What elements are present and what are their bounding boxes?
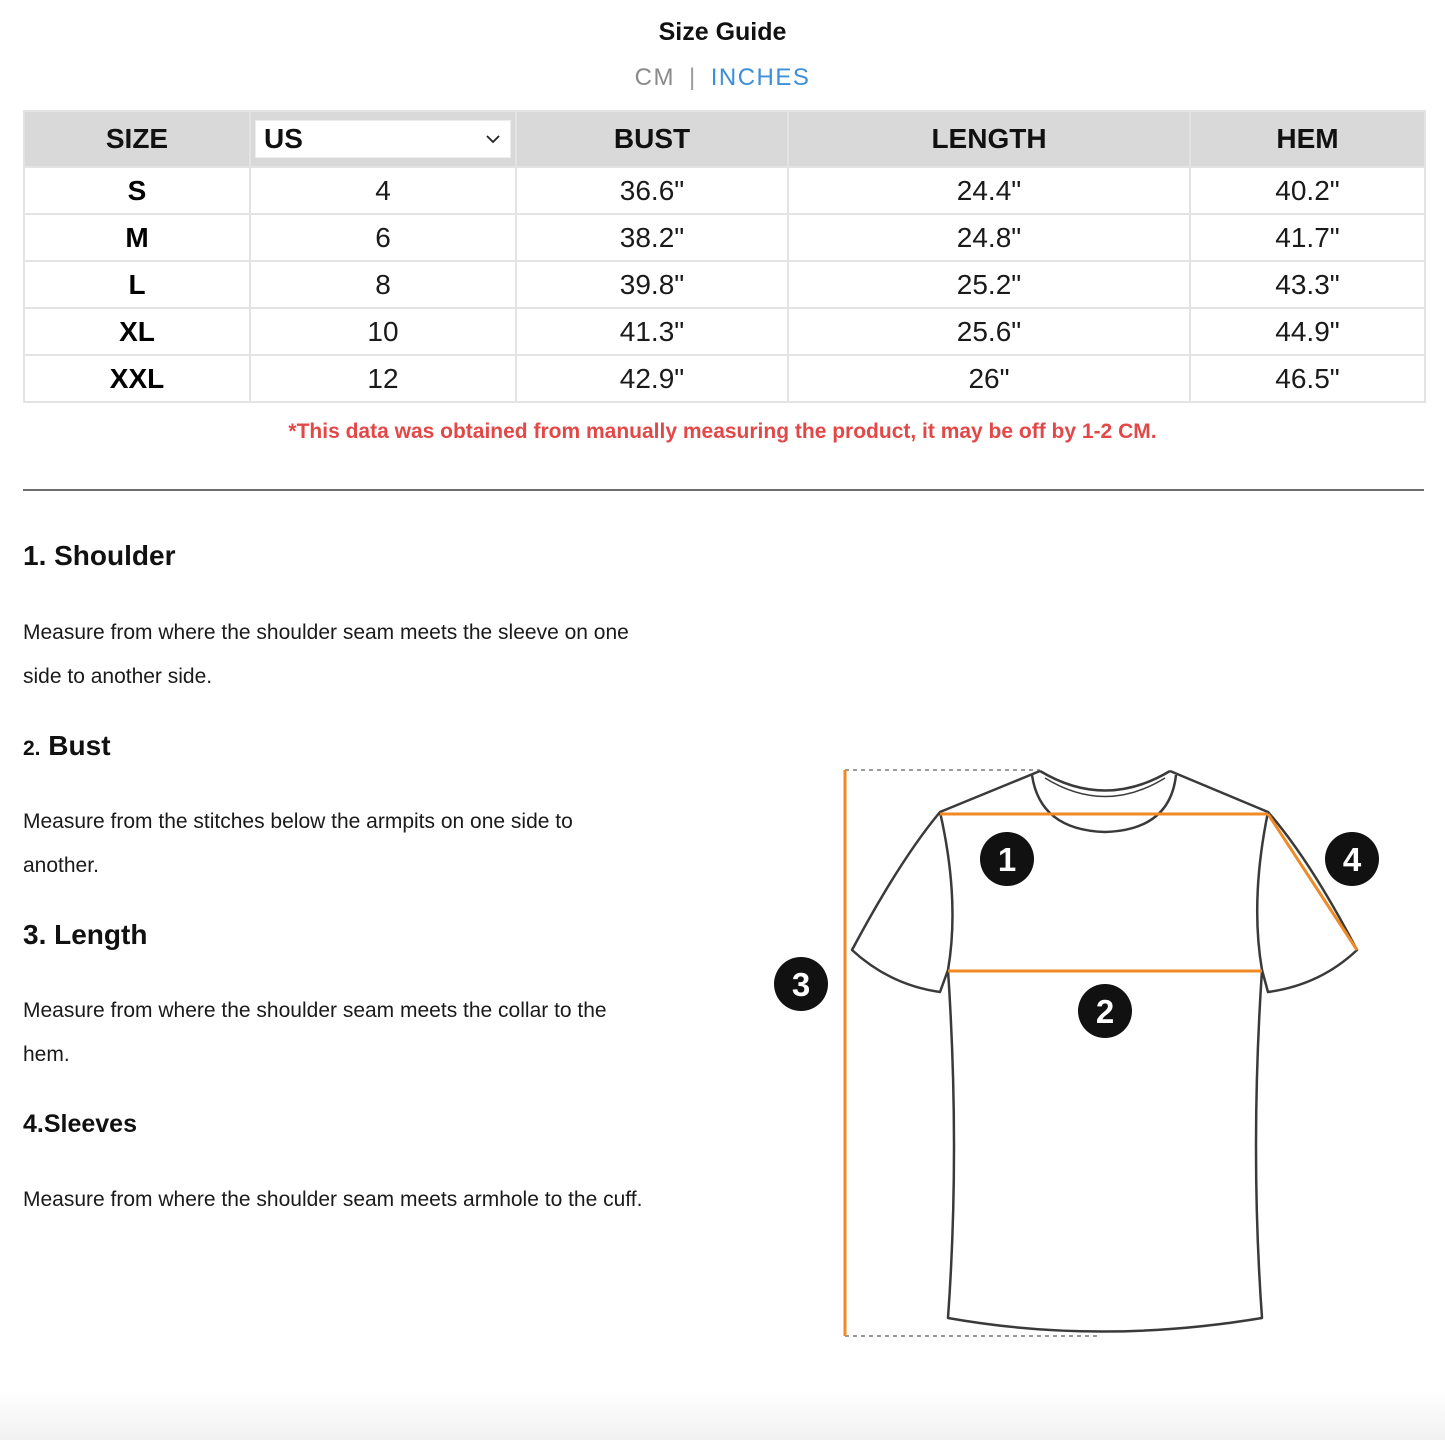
tshirt-measurement-diagram [760,760,1400,1350]
unit-separator: | [688,64,697,91]
unit-cm-option[interactable]: CM [634,64,675,91]
marker-1-label: 1 [997,841,1017,878]
length-cell: 24.4" [788,167,1190,214]
unit-toggle [0,64,1445,92]
length-description [23,989,723,1077]
bust-heading [23,730,111,762]
bust-heading-number: 2. [23,737,41,760]
section-divider [23,489,1424,491]
region-select[interactable] [255,120,511,158]
length-description-line: Measure from where the shoulder seam meets the collar to the [23,999,607,1022]
length-cell: 25.6" [788,308,1190,355]
size-cell: L [24,261,250,308]
bust-description-line: Measure from the stitches below the armpits on one side to [23,810,573,833]
size-cell: XXL [24,355,250,402]
bust-cell: 36.6" [516,167,788,214]
shoulder-description [23,611,723,699]
column-header-length: LENGTH [788,111,1190,167]
hem-cell: 40.2" [1190,167,1425,214]
marker-4-label: 4 [1342,841,1362,878]
sleeves-heading: 4.Sleeves [23,1110,137,1138]
size-table [23,110,1426,403]
length-cell: 26" [788,355,1190,402]
us-cell: 8 [250,261,516,308]
bust-description-line: another. [23,854,99,877]
hem-cell: 43.3" [1190,261,1425,308]
table-row [24,167,1425,214]
shoulder-description-line: Measure from where the shoulder seam meets the sleeve on one [23,621,629,644]
bust-cell: 42.9" [516,355,788,402]
bust-cell: 38.2" [516,214,788,261]
bust-description [23,800,723,888]
region-select-value: US [264,123,303,154]
table-header-row [24,111,1425,167]
size-cell: S [24,167,250,214]
column-header-hem: HEM [1190,111,1425,167]
column-header-bust: BUST [516,111,788,167]
chevron-down-icon [484,130,502,148]
hem-cell: 41.7" [1190,214,1425,261]
us-cell: 12 [250,355,516,402]
table-row [24,355,1425,402]
length-cell: 24.8" [788,214,1190,261]
length-heading: 3. Length [23,919,148,950]
bust-cell: 41.3" [516,308,788,355]
sleeves-description: Measure from where the shoulder seam meets armhole to the cuff. [23,1188,643,1211]
shoulder-heading: 1. Shoulder [23,540,176,571]
column-header-region [250,111,516,167]
hem-cell: 46.5" [1190,355,1425,402]
marker-3-label: 3 [791,966,811,1003]
length-cell: 25.2" [788,261,1190,308]
size-cell: M [24,214,250,261]
bust-cell: 39.8" [516,261,788,308]
tshirt-outline [852,771,1357,1332]
column-header-size: SIZE [24,111,250,167]
length-description-line: hem. [23,1043,70,1066]
us-cell: 6 [250,214,516,261]
us-cell: 4 [250,167,516,214]
page-title: Size Guide [658,18,787,46]
size-cell: XL [24,308,250,355]
unit-inches-option[interactable]: INCHES [710,64,811,91]
bust-heading-label: Bust [48,730,111,761]
table-row [24,261,1425,308]
shoulder-description-line: side to another side. [23,665,213,688]
table-row [24,308,1425,355]
us-cell: 10 [250,308,516,355]
bottom-fade [0,1390,1445,1440]
hem-cell: 44.9" [1190,308,1425,355]
marker-2-label: 2 [1095,993,1115,1030]
table-row [24,214,1425,261]
measurement-disclaimer: *This data was obtained from manually measuring the product, it may be off by 1-2 CM. [288,420,1157,443]
